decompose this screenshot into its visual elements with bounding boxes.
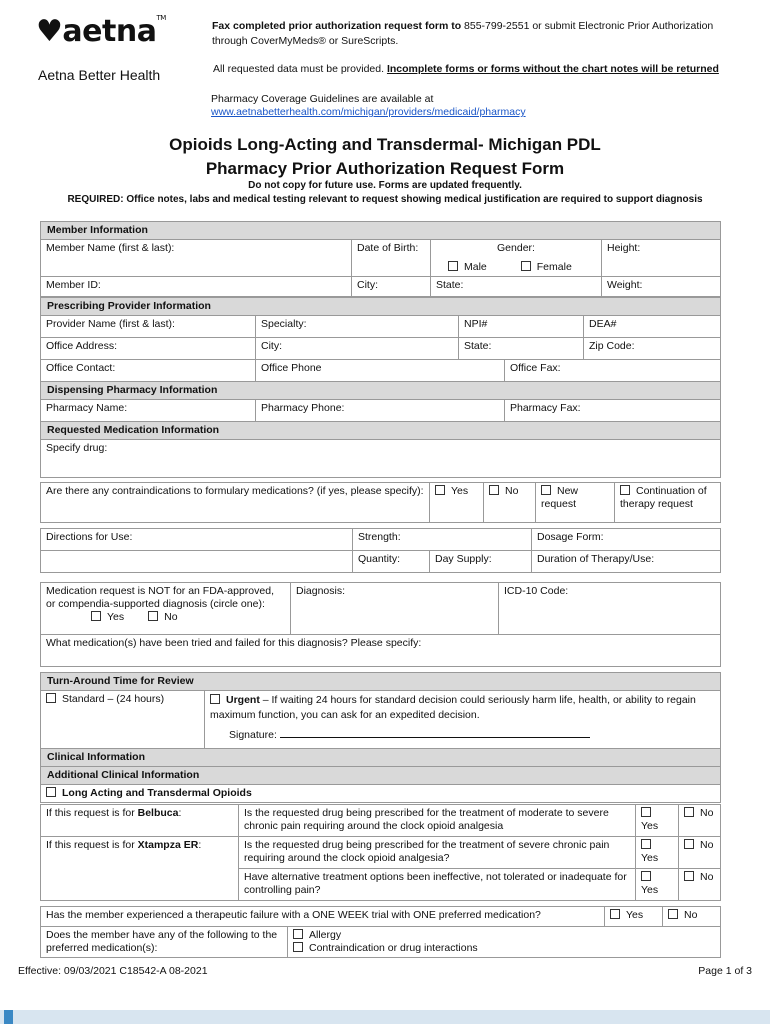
xtampza-question-2: Have alternative treatment options been ineffective, not tolerated or inadequate for controlling pain?	[239, 869, 636, 901]
checkbox-icon	[641, 807, 651, 817]
failure-yes[interactable]: Yes	[605, 907, 663, 927]
checkbox-icon	[541, 485, 551, 495]
day-supply-field[interactable]: Day Supply:	[430, 551, 532, 573]
fda-no-option[interactable]: No	[148, 611, 177, 623]
logo-text: aetna	[62, 14, 157, 49]
provider-table	[40, 297, 721, 360]
npi-field[interactable]: NPI#	[459, 316, 584, 338]
section-member: Member Information	[41, 222, 721, 240]
belbuca-no[interactable]: No	[679, 805, 721, 837]
tried-failed-field[interactable]: What medication(s) have been tried and failed for this diagnosis? Please specify:	[41, 635, 721, 667]
section-clinical: Clinical Information	[41, 749, 721, 767]
fax-instructions: Fax completed prior authorization request form to 855-799-2551 or submit Electronic Prior Authorization through CoverMyMeds® or SureScripts.	[212, 20, 714, 47]
trademark-icon: TM	[156, 14, 166, 22]
required-notice: All requested data must be provided. Incomplete forms or forms without the chart notes will be returned	[213, 63, 719, 75]
gender-label: Gender:	[431, 240, 602, 259]
checkbox-icon	[620, 485, 630, 495]
xtampza-question-1: Is the requested drug being prescribed for the treatment of severe chronic pain requiring around the clock opioid analgesia?	[239, 837, 636, 869]
guidelines-link[interactable]: www.aetnabetterhealth.com/michigan/providers/medicaid/pharmacy	[211, 106, 526, 118]
checkbox-icon	[684, 871, 694, 881]
following-question: Does the member have any of the following to the preferred medication(s):	[41, 927, 288, 958]
office-contact-field[interactable]: Office Contact:	[41, 360, 256, 382]
checkbox-icon	[293, 929, 303, 939]
clinical-questions-table	[40, 804, 721, 901]
provider-city-field[interactable]: City:	[256, 338, 459, 360]
pharmacy-fax-field[interactable]: Pharmacy Fax:	[505, 400, 721, 422]
checkbox-icon	[293, 942, 303, 952]
checkbox-icon	[684, 839, 694, 849]
contraindications-question: Are there any contraindications to formulary medications? (if yes, please specify):	[41, 483, 430, 523]
belbuca-question: Is the requested drug being prescribed for the treatment of moderate to severe chronic pain requiring around the clock opioid analgesia	[239, 805, 636, 837]
section-turnaround: Turn-Around Time for Review	[41, 673, 721, 691]
checkbox-icon	[641, 839, 651, 849]
form-subtitle: Pharmacy Prior Authorization Request Form	[205, 159, 565, 178]
gender-options	[431, 259, 602, 277]
weight-field[interactable]: Weight:	[602, 276, 721, 296]
zip-field[interactable]: Zip Code:	[584, 338, 721, 360]
belbuca-label: If this request is for Belbuca:	[41, 805, 239, 837]
office-address-field[interactable]: Office Address:	[41, 338, 256, 360]
failure-no[interactable]: No	[663, 907, 721, 927]
long-acting-option[interactable]: Long Acting and Transdermal Opioids	[41, 785, 721, 803]
therapeutic-failure-question: Has the member experienced a therapeutic failure with a ONE WEEK trial with ONE preferred medication?	[41, 907, 605, 927]
contraindication-option[interactable]: Contraindication or drug interactions	[293, 942, 715, 955]
urgent-option[interactable]: Urgent – If waiting 24 hours for standard decision could seriously harm life, health, or ability to regain maximum function, you can ask for an expedited decision. Signature:	[205, 691, 721, 749]
checkbox-icon	[610, 909, 620, 919]
not-fda-question: Medication request is NOT for an FDA-approved, or compendia-supported diagnosis (circle one): Yes No	[41, 583, 291, 635]
checkbox-icon	[210, 694, 220, 704]
member-provider-table	[40, 221, 721, 297]
section-additional-clinical: Additional Clinical Information	[41, 767, 721, 785]
page-number: Page 1 of 3	[698, 965, 752, 977]
continuation-option[interactable]: Continuation of therapy request	[615, 483, 721, 523]
required-docs-notice: REQUIRED: Office notes, labs and medical testing relevant to request showing medical justification are required to support diagnosis	[67, 194, 703, 205]
xtampza-label: If this request is for Xtampza ER:	[41, 837, 239, 901]
brand-subtitle: Aetna Better Health	[38, 67, 161, 83]
copy-notice: Do not copy for future use. Forms are updated frequently.	[248, 180, 522, 191]
following-options	[288, 927, 721, 958]
heart-icon: ♥	[36, 14, 63, 49]
section-medication: Requested Medication Information	[41, 422, 721, 440]
checkbox-icon	[435, 485, 445, 495]
xtampza-q1-no[interactable]: No	[679, 837, 721, 869]
checkbox-icon	[641, 871, 651, 881]
checkbox-icon	[148, 611, 158, 621]
turnaround-table	[40, 672, 721, 803]
quantity-field[interactable]: Quantity:	[353, 551, 430, 573]
member-state-field[interactable]: State:	[431, 276, 602, 296]
strength-field[interactable]: Strength:	[353, 529, 532, 551]
guidelines-notice: Pharmacy Coverage Guidelines are available at www.aetnabetterhealth.com/michigan/providers/medicaid/pharmacy	[211, 93, 526, 118]
failure-table	[40, 906, 721, 958]
fda-yes-option[interactable]: Yes	[91, 611, 124, 623]
directions-table	[40, 528, 721, 573]
office-fax-field[interactable]: Office Fax:	[505, 360, 721, 382]
checkbox-icon	[448, 261, 458, 271]
xtampza-q2-yes[interactable]: Yes	[636, 869, 679, 901]
belbuca-yes[interactable]: Yes	[636, 805, 679, 837]
pharmacy-name-field[interactable]: Pharmacy Name:	[41, 400, 256, 422]
contra-yes-option[interactable]: Yes	[430, 483, 484, 523]
pharmacy-phone-field[interactable]: Pharmacy Phone:	[256, 400, 505, 422]
dea-field[interactable]: DEA#	[584, 316, 721, 338]
bottom-bar-accent	[4, 1010, 13, 1024]
female-option[interactable]: Female	[521, 261, 572, 273]
checkbox-icon	[684, 807, 694, 817]
member-name-field[interactable]: Member Name (first & last):	[41, 240, 352, 277]
duration-field[interactable]: Duration of Therapy/Use:	[532, 551, 721, 573]
member-city-field[interactable]: City:	[352, 276, 431, 296]
specify-drug-field[interactable]: Specify drug:	[41, 440, 721, 478]
bottom-bar	[0, 1010, 770, 1024]
new-request-option[interactable]: New request	[536, 483, 615, 523]
section-provider: Prescribing Provider Information	[41, 298, 721, 316]
dosage-form-field[interactable]: Dosage Form:	[532, 529, 721, 551]
member-id-field[interactable]: Member ID:	[41, 276, 352, 296]
office-phone-field[interactable]: Office Phone	[256, 360, 505, 382]
contra-no-option[interactable]: No	[484, 483, 536, 523]
checkbox-icon	[668, 909, 678, 919]
provider-contact-table	[40, 359, 721, 478]
form-title: Opioids Long-Acting and Transdermal- Michigan PDL	[169, 135, 601, 154]
checkbox-icon	[521, 261, 531, 271]
dob-field[interactable]: Date of Birth:	[352, 240, 431, 277]
male-option[interactable]: Male	[448, 261, 487, 273]
standard-option[interactable]: Standard – (24 hours)	[41, 691, 205, 749]
checkbox-icon	[46, 693, 56, 703]
blank-cell	[41, 551, 353, 573]
medication-table	[40, 482, 721, 523]
checkbox-icon	[91, 611, 101, 621]
xtampza-q1-yes[interactable]: Yes	[636, 837, 679, 869]
provider-state-field[interactable]: State:	[459, 338, 584, 360]
diagnosis-field[interactable]: Diagnosis:	[291, 583, 499, 635]
checkbox-icon	[46, 787, 56, 797]
provider-name-field[interactable]: Provider Name (first & last):	[41, 316, 256, 338]
effective-date: Effective: 09/03/2021 C18542-A 08-2021	[18, 965, 208, 977]
xtampza-q2-no[interactable]: No	[679, 869, 721, 901]
section-pharmacy: Dispensing Pharmacy Information	[41, 382, 721, 400]
directions-field[interactable]: Directions for Use:	[41, 529, 353, 551]
checkbox-icon	[489, 485, 499, 495]
diagnosis-table	[40, 582, 721, 667]
signature-line[interactable]: Signature:	[229, 728, 715, 743]
allergy-option[interactable]: Allergy	[293, 929, 715, 942]
specialty-field[interactable]: Specialty:	[256, 316, 459, 338]
height-field[interactable]: Height:	[602, 240, 721, 277]
aetna-logo	[36, 14, 166, 49]
icd10-field[interactable]: ICD-10 Code:	[499, 583, 721, 635]
